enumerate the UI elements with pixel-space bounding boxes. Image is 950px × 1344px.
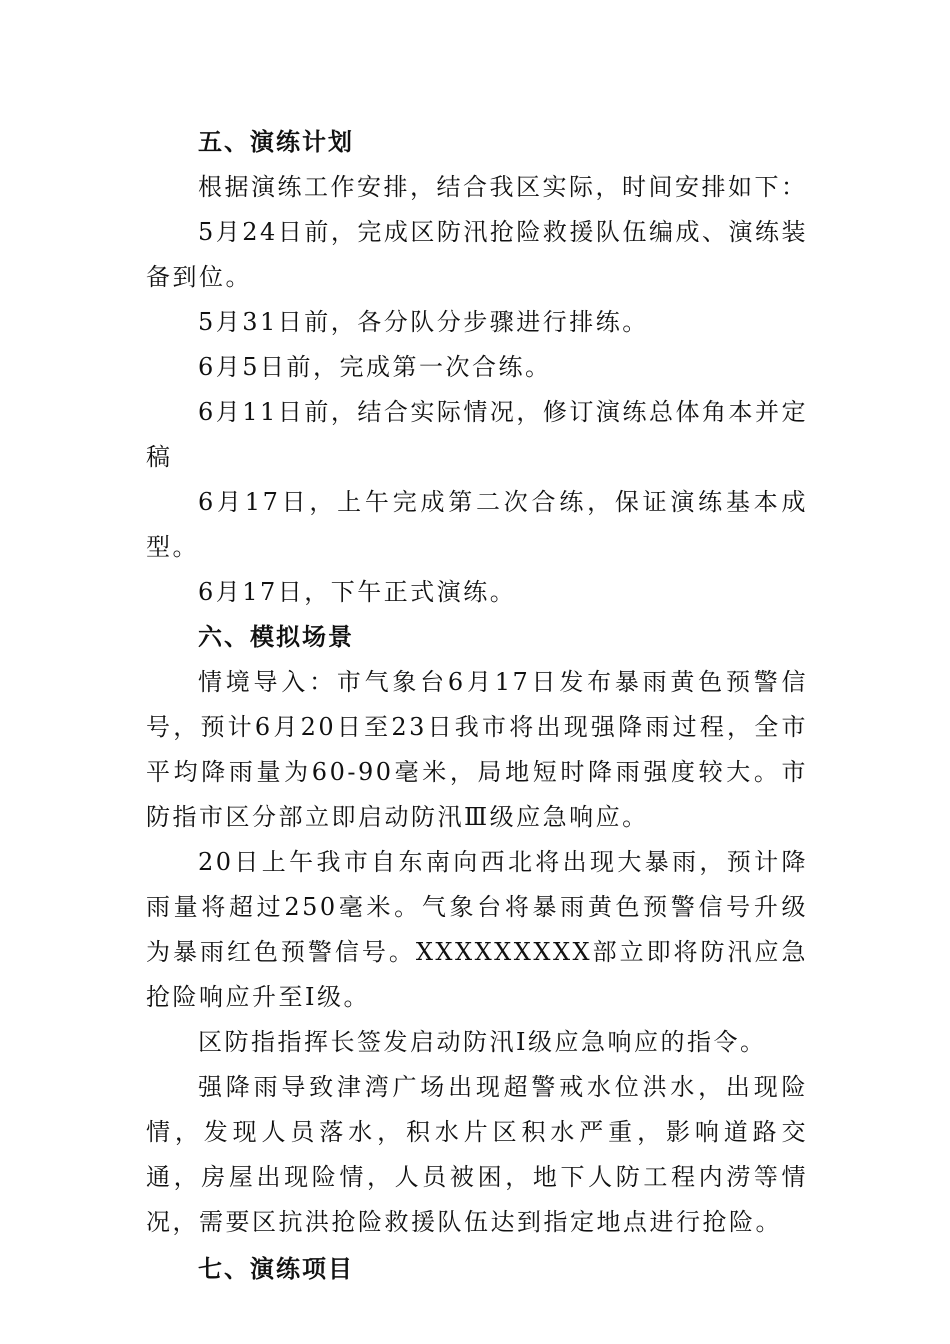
document-body	[146, 120, 808, 1292]
plan-intro-paragraph: 根据演练工作安排，结合我区实际，时间安排如下：	[198, 173, 808, 201]
schedule-item: 5月31日前，各分队分步骤进行排练。	[198, 308, 649, 336]
schedule-item: 6月17日，下午正式演练。	[198, 578, 517, 606]
schedule-item: 6月17日，上午完成第二次合练，保证演练基本成型。	[146, 488, 808, 561]
schedule-item: 6月5日前，完成第一次合练。	[198, 353, 552, 381]
section-heading-scenario: 六、模拟场景	[198, 623, 354, 651]
schedule-item: 6月11日前，结合实际情况，修订演练总体角本并定稿	[146, 398, 808, 471]
scenario-paragraph: 区防指指挥长签发启动防汛Ⅰ级应急响应的指令。	[198, 1028, 767, 1056]
scenario-paragraph: 情境导入：市气象台6月17日发布暴雨黄色预警信号，预计6月20日至23日我市将出现强降雨过程，全市平均降雨量为60-90毫米，局地短时降雨强度较大。市防指市区分部立即启动防汛Ⅲ级应急响应。	[146, 668, 808, 831]
schedule-item: 5月24日前，完成区防汛抢险救援队伍编成、演练装备到位。	[146, 218, 808, 291]
scenario-paragraph: 强降雨导致津湾广场出现超警戒水位洪水，出现险情，发现人员落水，积水片区积水严重，影响道路交通，房屋出现险情，人员被困，地下人防工程内涝等情况，需要区抗洪抢险救援队伍达到指定地点进行抢险。	[146, 1073, 808, 1236]
scenario-paragraph: 20日上午我市自东南向西北将出现大暴雨，预计降雨量将超过250毫米。气象台将暴雨黄色预警信号升级为暴雨红色预警信号。XXXXXXXXX部立即将防汛应急抢险响应升至Ⅰ级。	[146, 848, 808, 1011]
section-heading-drill-items: 七、演练项目	[198, 1255, 354, 1283]
section-heading-plan: 五、演练计划	[198, 128, 354, 156]
